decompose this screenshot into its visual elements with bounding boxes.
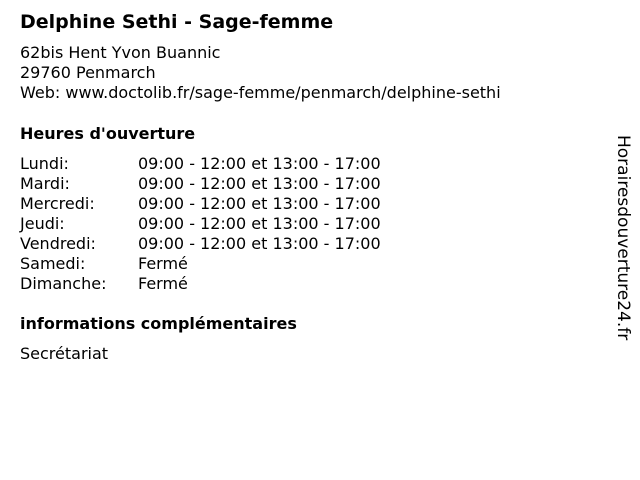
time-range: 09:00 - 12:00 et 13:00 - 17:00 bbox=[138, 174, 381, 193]
time-range: Fermé bbox=[138, 274, 188, 293]
additional-info-heading: informations complémentaires bbox=[20, 314, 297, 333]
day-label: Mardi: bbox=[20, 174, 70, 193]
opening-hours-list bbox=[20, 154, 381, 294]
city-address: 29760 Penmarch bbox=[20, 63, 156, 82]
opening-hours-heading: Heures d'ouverture bbox=[20, 124, 196, 143]
hours-row-wednesday bbox=[20, 194, 381, 214]
website-text: Web: www.doctolib.fr/sage-femme/penmarch/delphine-sethi bbox=[20, 83, 501, 102]
time-range: Fermé bbox=[138, 254, 188, 273]
hours-row-saturday bbox=[20, 254, 381, 274]
time-range: 09:00 - 12:00 et 13:00 - 17:00 bbox=[138, 214, 381, 233]
hours-row-sunday bbox=[20, 274, 381, 294]
watermark-text: Horairesdouverture24.fr bbox=[613, 135, 633, 341]
address-block bbox=[20, 43, 501, 103]
day-label: Samedi: bbox=[20, 254, 86, 273]
street-address: 62bis Hent Yvon Buannic bbox=[20, 43, 221, 62]
additional-info-text: Secrétariat bbox=[20, 344, 109, 363]
hours-row-friday bbox=[20, 234, 381, 254]
day-label: Dimanche: bbox=[20, 274, 107, 293]
day-label: Vendredi: bbox=[20, 234, 96, 253]
time-range: 09:00 - 12:00 et 13:00 - 17:00 bbox=[138, 234, 381, 253]
watermark bbox=[612, 135, 634, 345]
time-range: 09:00 - 12:00 et 13:00 - 17:00 bbox=[138, 194, 381, 213]
day-label: Jeudi: bbox=[20, 214, 65, 233]
hours-row-monday bbox=[20, 154, 381, 174]
day-label: Mercredi: bbox=[20, 194, 95, 213]
hours-row-thursday bbox=[20, 214, 381, 234]
page-title: Delphine Sethi - Sage-femme bbox=[20, 11, 334, 33]
day-label: Lundi: bbox=[20, 154, 69, 173]
hours-row-tuesday bbox=[20, 174, 381, 194]
time-range: 09:00 - 12:00 et 13:00 - 17:00 bbox=[138, 154, 381, 173]
